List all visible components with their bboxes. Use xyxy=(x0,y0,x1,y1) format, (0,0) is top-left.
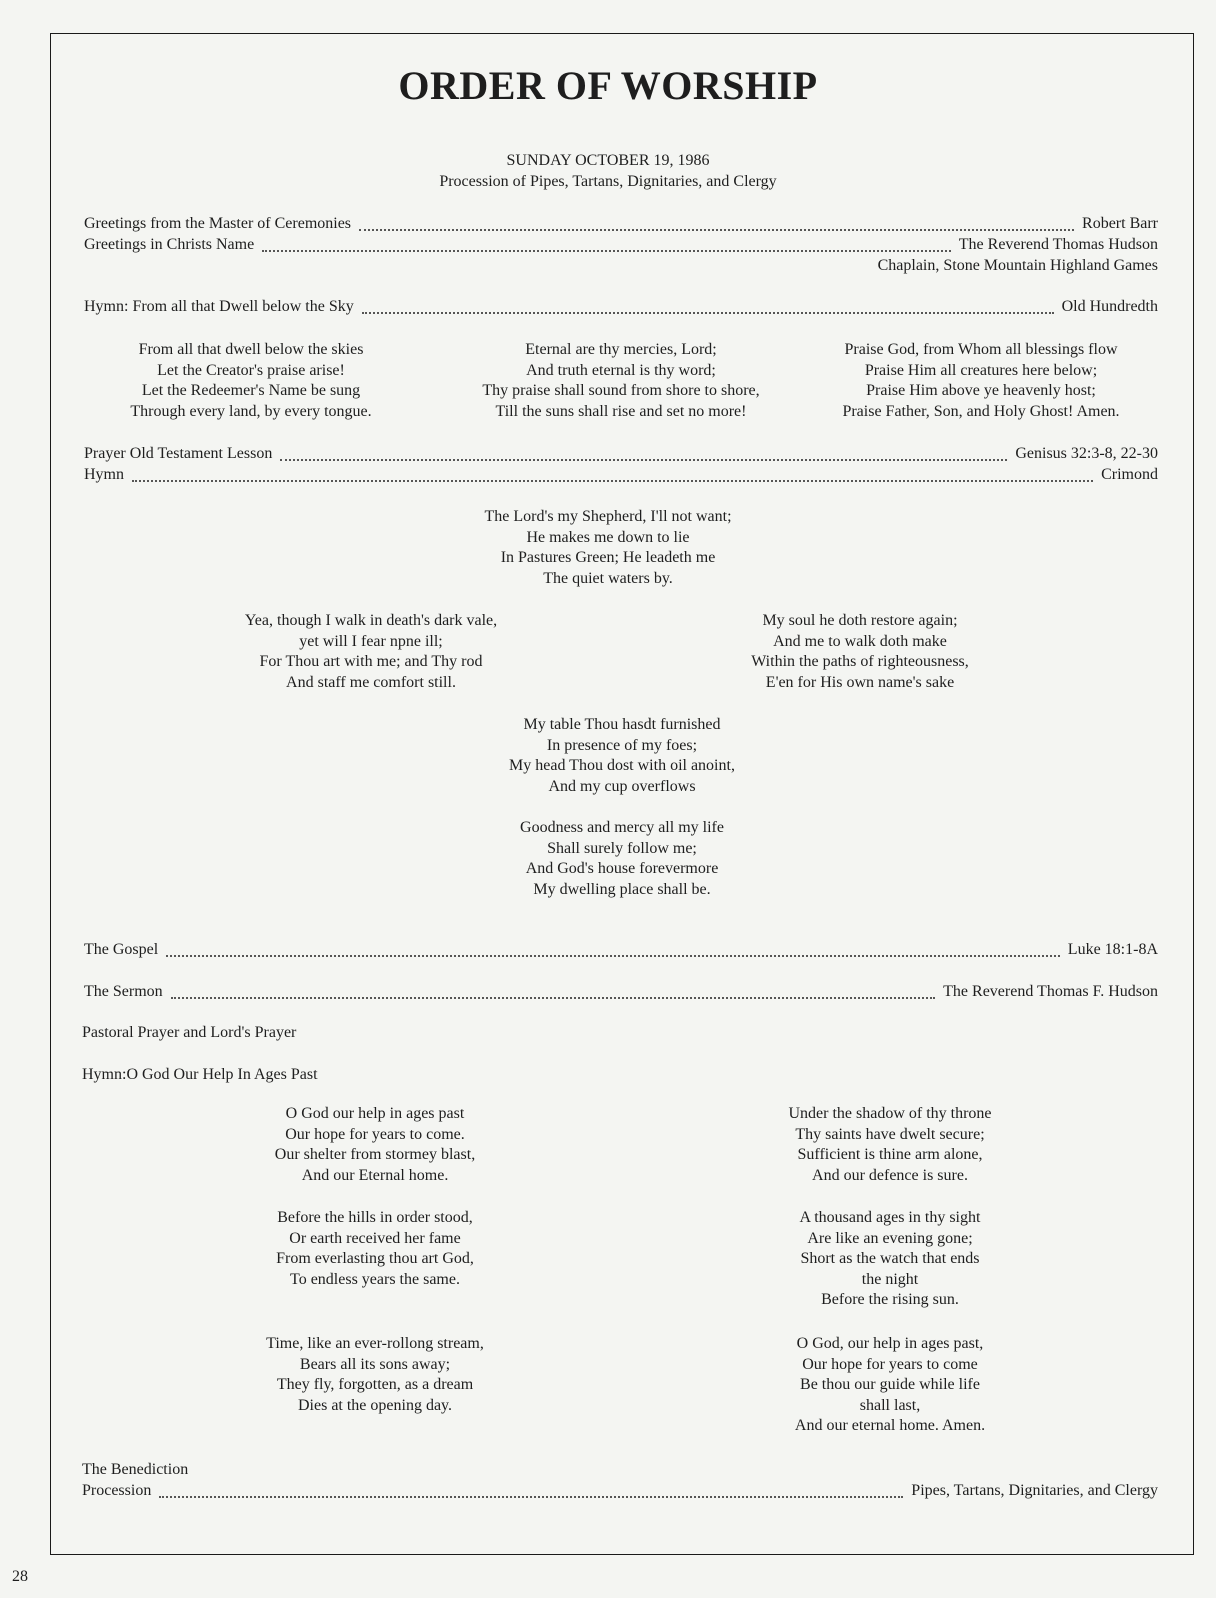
verse-line: the night xyxy=(861,1270,919,1288)
verse-line: Goodness and mercy all my life xyxy=(520,819,724,836)
procession-value: Pipes, Tartans, Dignitaries, and Clergy xyxy=(911,1482,1158,1499)
hymn1-stanza-2 xyxy=(446,340,796,422)
prayer-ot-label: Prayer Old Testament Lesson xyxy=(84,445,273,462)
verse-line: Thy praise shall sound from shore to shore, xyxy=(482,382,760,399)
verse-line: Our shelter from stormey blast, xyxy=(274,1146,476,1163)
service-date: SUNDAY OCTOBER 19, 1986 xyxy=(506,152,710,169)
verse-line: Let the Creator's praise arise! xyxy=(157,361,345,379)
prayer-ot-value: Genisus 32:3-8, 22-30 xyxy=(1015,445,1158,462)
verse-line: Dies at the opening day. xyxy=(297,1396,453,1414)
verse-line: Within the paths of righteousness, xyxy=(751,653,969,670)
verse-line: And God's house forevermore xyxy=(525,860,719,877)
sermon-row xyxy=(84,981,1158,1003)
verse-line: Praise Him above ye heavenly host; xyxy=(866,382,1096,399)
verse-line: Be thou our guide while life xyxy=(800,1376,980,1393)
verse-line: In Pastures Green; He leadeth me xyxy=(500,549,716,566)
hymn3-stanza-6 xyxy=(730,1334,1050,1437)
hymn3-stanza-1 xyxy=(200,1104,550,1186)
page-title: ORDER OF WORSHIP xyxy=(398,63,818,108)
greetings-mc-row xyxy=(84,213,1158,235)
verse-line: Sufficient is thine arm alone, xyxy=(797,1146,983,1163)
pastoral-prayer: Pastoral Prayer and Lord's Prayer xyxy=(82,1024,297,1041)
page-number: 28 xyxy=(12,1568,28,1585)
verse-line: Or earth received her fame xyxy=(289,1229,461,1247)
verse-line: And our defence is sure. xyxy=(812,1166,968,1184)
verse-line: Our hope for years to come xyxy=(802,1355,978,1373)
hymn2-row xyxy=(84,464,1158,486)
verse-line: The quiet waters by. xyxy=(543,569,673,587)
leader-dots xyxy=(359,228,1074,231)
verse-line: Time, like an ever-rollong stream, xyxy=(266,1335,484,1352)
verse-line: Are like an evening gone; xyxy=(807,1229,973,1247)
verse-line: In presence of my foes; xyxy=(546,736,698,754)
gospel-value: Luke 18:1-8A xyxy=(1067,941,1158,958)
hymn2-label: Hymn xyxy=(84,466,124,483)
verse-line: My dwelling place shall be. xyxy=(533,880,711,898)
hymn1-label: Hymn: From all that Dwell below the Sky xyxy=(84,298,354,315)
leader-dots xyxy=(262,249,951,252)
hymn3-stanza-4 xyxy=(730,1208,1050,1311)
greetings-christ-row xyxy=(84,234,1158,256)
verse-line: To endless years the same. xyxy=(290,1270,460,1288)
verse-line: And truth eternal is thy word; xyxy=(526,361,716,379)
hymn1-stanza-1 xyxy=(96,340,406,422)
leader-dots xyxy=(166,954,1060,957)
verse-line: And my cup overflows xyxy=(548,777,696,795)
hymn1-row xyxy=(84,296,1158,318)
hymn2-stanza-2 xyxy=(196,611,546,693)
verse-line: He makes me down to lie xyxy=(526,528,690,546)
verse-line: Bears all its sons away; xyxy=(299,1355,451,1373)
sermon-label: The Sermon xyxy=(84,983,163,1000)
greetings-mc-value: Robert Barr xyxy=(1082,215,1158,232)
verse-line: Shall surely follow me; xyxy=(547,839,697,857)
verse-line: Till the suns shall rise and set no more! xyxy=(495,402,747,420)
hymn2-stanza-4 xyxy=(422,715,822,797)
chaplain-line: Chaplain, Stone Mountain Highland Games xyxy=(877,257,1158,274)
verse-line: Short as the watch that ends xyxy=(800,1250,980,1267)
hymn2-stanza-3 xyxy=(700,611,1020,693)
verse-line: From all that dwell below the skies xyxy=(138,341,364,358)
verse-line: Thy saints have dwelt secure; xyxy=(795,1125,985,1143)
verse-line: And our Eternal home. xyxy=(301,1166,449,1184)
hymn1-stanza-3 xyxy=(806,340,1156,422)
leader-dots xyxy=(280,458,1007,461)
procession-subtitle: Procession of Pipes, Tartans, Dignitaries, and Clergy xyxy=(439,173,777,190)
verse-line: Praise God, from Whom all blessings flow xyxy=(844,341,1118,358)
hymn2-tune: Crimond xyxy=(1101,466,1158,483)
leader-dots xyxy=(132,479,1093,482)
sermon-value: The Reverend Thomas F. Hudson xyxy=(943,983,1158,1000)
verse-line: E'en for His own name's sake xyxy=(765,673,955,691)
greetings-christ-value: The Reverend Thomas Hudson xyxy=(958,236,1158,253)
hymn1-tune: Old Hundredth xyxy=(1061,298,1158,315)
verse-line: Our hope for years to come. xyxy=(285,1125,465,1143)
hymn2-stanza-5 xyxy=(422,818,822,900)
verse-line: O God our help in ages past xyxy=(285,1105,465,1122)
leader-dots xyxy=(171,996,936,999)
verse-line: Before the hills in order stood, xyxy=(277,1209,473,1226)
verse-line: Before the rising sun. xyxy=(821,1291,959,1308)
hymn2-stanza-1 xyxy=(408,507,808,589)
benediction: The Benediction xyxy=(82,1461,189,1478)
verse-line: My soul he doth restore again; xyxy=(762,612,958,629)
gospel-label: The Gospel xyxy=(84,941,159,958)
verse-line: Praise Him all creatures here below; xyxy=(864,361,1098,379)
verse-line: And staff me comfort still. xyxy=(286,673,456,691)
verse-line: yet will I fear npne ill; xyxy=(299,632,443,650)
verse-line: From everlasting thou art God, xyxy=(276,1250,474,1267)
hymn3-stanza-2 xyxy=(730,1104,1050,1186)
verse-line: shall last, xyxy=(859,1396,921,1414)
gospel-row xyxy=(84,939,1158,961)
verse-line: Yea, though I walk in death's dark vale, xyxy=(244,612,498,629)
verse-line: And our eternal home. Amen. xyxy=(794,1417,986,1434)
leader-dots xyxy=(159,1495,903,1498)
verse-line: Praise Father, Son, and Holy Ghost! Amen. xyxy=(842,402,1120,420)
procession-row xyxy=(82,1480,1158,1502)
verse-line: The Lord's my Shepherd, I'll not want; xyxy=(484,508,732,525)
procession-label: Procession xyxy=(82,1482,152,1499)
greetings-mc-label: Greetings from the Master of Ceremonies xyxy=(84,215,352,232)
verse-line: My table Thou hasdt furnished xyxy=(523,716,721,733)
leader-dots xyxy=(362,311,1054,314)
verse-line: My head Thou dost with oil anoint, xyxy=(509,757,735,774)
hymn3-title: Hymn:O God Our Help In Ages Past xyxy=(82,1066,318,1083)
verse-line: Under the shadow of thy throne xyxy=(788,1105,992,1122)
verse-line: For Thou art with me; and Thy rod xyxy=(259,653,483,670)
verse-line: A thousand ages in thy sight xyxy=(799,1209,981,1226)
prayer-ot-row xyxy=(84,443,1158,465)
hymn3-stanza-5 xyxy=(200,1334,550,1416)
verse-line: Through every land, by every tongue. xyxy=(130,402,372,420)
verse-line: They fly, forgotten, as a dream xyxy=(276,1376,474,1393)
greetings-christ-label: Greetings in Christs Name xyxy=(84,236,255,253)
verse-line: O God, our help in ages past, xyxy=(796,1335,984,1352)
verse-line: And me to walk doth make xyxy=(773,632,947,650)
verse-line: Let the Redeemer's Name be sung xyxy=(141,382,361,399)
verse-line: Eternal are thy mercies, Lord; xyxy=(525,341,717,358)
hymn3-stanza-3 xyxy=(200,1208,550,1290)
